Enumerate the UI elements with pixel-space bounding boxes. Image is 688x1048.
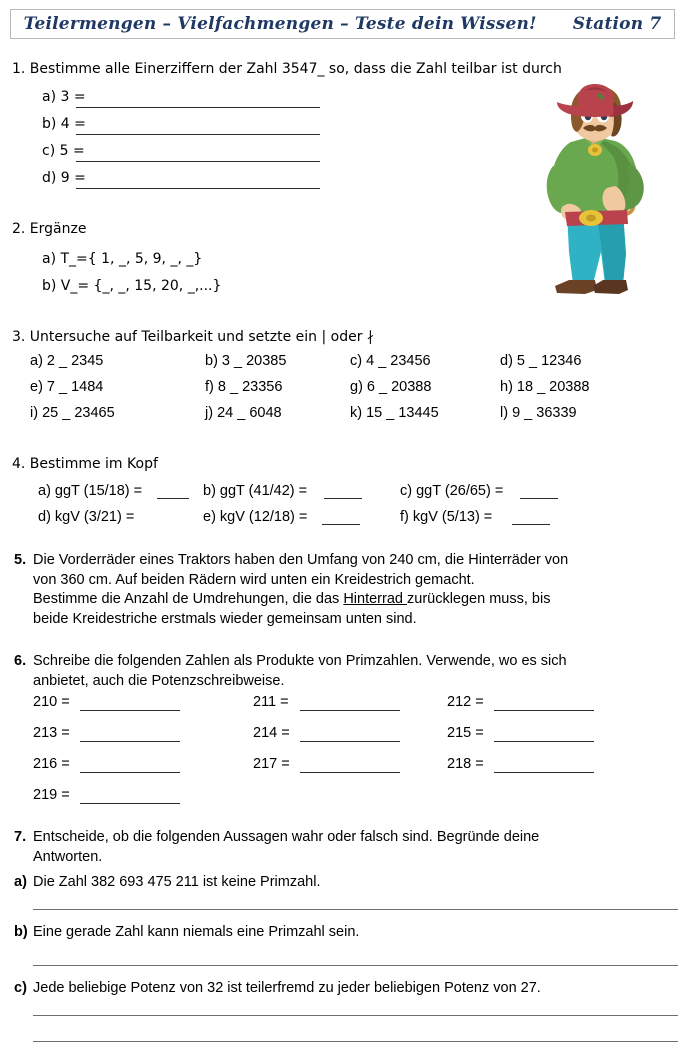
- task-4-item-b-label: b) ggT (41/42) =: [203, 483, 308, 499]
- task-6-cell-211-answer-line[interactable]: [300, 710, 400, 711]
- task-3-cell-f: f) 8 _ 23356: [205, 379, 283, 395]
- task-6-cell-213-label: 213 =: [33, 725, 70, 741]
- task-5-body: [33, 551, 678, 629]
- task-4-item-a-answer-line[interactable]: [157, 498, 189, 499]
- task-1-item-b-label: b) 4 =: [42, 116, 86, 132]
- task-3-cell-i: i) 25 _ 23465: [30, 405, 115, 421]
- task-7-item-b-text: Eine gerade Zahl kann niemals eine Primzahl sein.: [33, 924, 360, 940]
- task-5-line-3b: zurücklegen muss, bis: [407, 591, 551, 607]
- task-6-cell-210-label: 210 =: [33, 694, 70, 710]
- task-6-body: [33, 652, 678, 691]
- task-1-item-d-label: d) 9 =: [42, 170, 86, 186]
- task-6-cell-214-label: 214 =: [253, 725, 290, 741]
- task-5-line-4: beide Kreidestriche erstmals wieder gemeinsam unten sind.: [33, 610, 417, 627]
- task-3-cell-l: l) 9 _ 36339: [500, 405, 577, 421]
- task-3-cell-g: g) 6 _ 20388: [350, 379, 432, 395]
- task-4-item-d-label: d) kgV (3/21) =: [38, 509, 135, 525]
- task-6-cell-212-label: 212 =: [447, 694, 484, 710]
- task-6-cell-216-label: 216 =: [33, 756, 70, 772]
- task-5-number: 5.: [14, 552, 27, 568]
- task-6-cell-215-label: 215 =: [447, 725, 484, 741]
- task-7-item-b-answer-line[interactable]: [33, 965, 678, 966]
- task-5-line-1: Die Vorderräder eines Traktors haben den Umfang von 240 cm, die Hinterräder von: [33, 552, 569, 568]
- station-label: Station 7: [572, 14, 662, 34]
- task-6-cell-218-answer-line[interactable]: [494, 772, 594, 773]
- task-6-cell-218-label: 218 =: [447, 756, 484, 772]
- task-3-heading: 3. Untersuche auf Teilbarkeit und setzte ein | oder ∤: [12, 329, 374, 345]
- task-4-item-c-label: c) ggT (26/65) =: [400, 483, 504, 499]
- task-6-cell-217-answer-line[interactable]: [300, 772, 400, 773]
- bolo-tie-center: [592, 148, 598, 153]
- task-7-body: [33, 828, 678, 867]
- task-4-item-f-label: f) kgV (5/13) =: [400, 509, 493, 525]
- task-3-cell-j: j) 24 _ 6048: [205, 405, 282, 421]
- page-title: Teilermengen – Vielfachmengen – Teste dein Wissen!: [23, 14, 537, 34]
- task-7-item-a-marker: a): [14, 874, 27, 890]
- task-7-item-c-marker: c): [14, 980, 27, 996]
- task-7-item-b-marker: b): [14, 924, 28, 940]
- task-4-item-b-answer-line[interactable]: [324, 498, 362, 499]
- task-7-number: 7.: [14, 829, 27, 845]
- task-5-line-3a: Bestimme die Anzahl de Umdrehungen, die das: [33, 591, 344, 607]
- task-2-heading: 2. Ergänze: [12, 221, 87, 237]
- cowboy-illustration: [527, 84, 667, 306]
- task-3-cell-h: h) 18 _ 20388: [500, 379, 590, 395]
- task-4-item-e-answer-line[interactable]: [322, 524, 360, 525]
- task-1-item-c-label: c) 5 =: [42, 143, 85, 159]
- task-4-item-c-answer-line[interactable]: [520, 498, 558, 499]
- belt-buckle-center: [586, 215, 596, 222]
- task-6-line-1: Schreibe die folgenden Zahlen als Produkte von Primzahlen. Verwende, wo es sich: [33, 653, 567, 669]
- task-4-item-e-label: e) kgV (12/18) =: [203, 509, 308, 525]
- task-3-cell-k: k) 15 _ 13445: [350, 405, 439, 421]
- task-3-cell-e: e) 7 _ 1484: [30, 379, 104, 395]
- task-1-item-d-answer-line[interactable]: [76, 188, 320, 189]
- task-6-cell-212-answer-line[interactable]: [494, 710, 594, 711]
- task-1-item-a-answer-line[interactable]: [76, 107, 320, 108]
- task-7-line-2: Antworten.: [33, 848, 103, 865]
- task-6-line-2: anbietet, auch die Potenzschreibweise.: [33, 672, 285, 689]
- task-1-item-c-answer-line[interactable]: [76, 161, 320, 162]
- task-7-item-c-text: Jede beliebige Potenz von 32 ist teilerfremd zu jeder beliebigen Potenz von 27.: [33, 980, 541, 996]
- task-1-item-b-answer-line[interactable]: [76, 134, 320, 135]
- boot-left: [555, 280, 597, 294]
- task-4-item-a-label: a) ggT (15/18) =: [38, 483, 143, 499]
- task-6-cell-215-answer-line[interactable]: [494, 741, 594, 742]
- task-3-cell-a: a) 2 _ 2345: [30, 353, 104, 369]
- task-6-cell-216-answer-line[interactable]: [80, 772, 180, 773]
- task-3-cell-b: b) 3 _ 20385: [205, 353, 287, 369]
- task-4-item-f-answer-line[interactable]: [512, 524, 550, 525]
- task-2-item-a: a) T_={ 1, _, 5, 9, _, _}: [42, 251, 203, 267]
- task-7-item-a-text: Die Zahl 382 693 475 211 ist keine Primzahl.: [33, 874, 321, 890]
- cowboy-svg: [527, 84, 667, 306]
- task-6-cell-217-label: 217 =: [253, 756, 290, 772]
- task-4-heading: 4. Bestimme im Kopf: [12, 456, 158, 472]
- task-7-item-c-answer-line-2[interactable]: [33, 1041, 678, 1042]
- task-6-cell-219-label: 219 =: [33, 787, 70, 803]
- task-5-line-2: von 360 cm. Auf beiden Rädern wird unten ein Kreidestrich gemacht.: [33, 571, 475, 588]
- task-6-cell-214-answer-line[interactable]: [300, 741, 400, 742]
- task-2-item-b: b) V_= {_, _, 15, 20, _,...}: [42, 278, 222, 294]
- task-5-underlined-term: Hinterrad: [343, 591, 407, 607]
- task-6-cell-211-label: 211 =: [253, 694, 289, 710]
- task-7-line-1: Entscheide, ob die folgenden Aussagen wahr oder falsch sind. Begründe deine: [33, 829, 540, 845]
- task-6-cell-213-answer-line[interactable]: [80, 741, 180, 742]
- task-1-heading: 1. Bestimme alle Einerziffern der Zahl 3547_ so, dass die Zahl teilbar ist durch: [12, 61, 562, 77]
- task-3-cell-c: c) 4 _ 23456: [350, 353, 431, 369]
- boot-right: [593, 280, 628, 294]
- task-3-cell-d: d) 5 _ 12346: [500, 353, 582, 369]
- task-1-item-a-label: a) 3 =: [42, 89, 86, 105]
- task-6-cell-219-answer-line[interactable]: [80, 803, 180, 804]
- task-6-number: 6.: [14, 653, 27, 669]
- task-7-item-a-answer-line[interactable]: [33, 909, 678, 910]
- task-7-item-c-answer-line-1[interactable]: [33, 1015, 678, 1016]
- header-banner: [10, 9, 675, 39]
- task-6-cell-210-answer-line[interactable]: [80, 710, 180, 711]
